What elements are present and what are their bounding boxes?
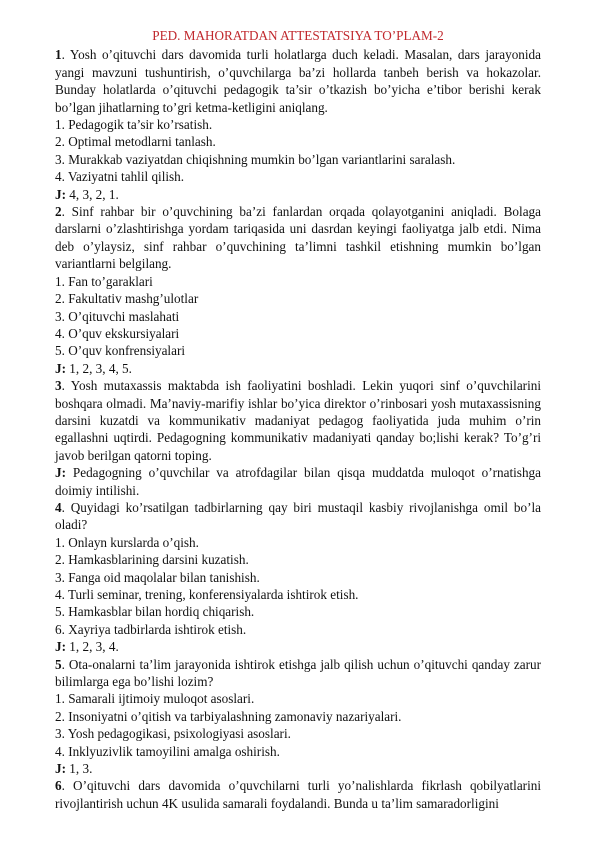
answer-option: 5. Hamkasblar bilan hordiq chiqarish. — [55, 604, 255, 620]
question-text — [55, 656, 541, 691]
question-number: 6 — [55, 778, 62, 794]
answer-option: 1. Onlayn kurslarda o’qish. — [55, 534, 199, 550]
question-block — [55, 203, 541, 377]
question-number: 1 — [55, 47, 62, 63]
answer-option: 1. Pedagogik ta’sir ko’rsatish. — [55, 117, 213, 133]
question-block — [55, 377, 541, 499]
question-body: Yosh mutaxassis maktabda ish faoliyatini boshladi. Lekin yuqori sinf o’quvchilarini boshqara olmadi. Ma’naviy-marifiy ishlar bo’yica direktor o’rinbosari yosh mutaxassisning darsini kuzatdi va kommunikativ madaniyat pedagog faoliyatida juda muhim o’rin egallashni uqtirdi. Pedagogning kommunikativ madaniyati qanday bo;lishi kerak? To’g’ri javob berilgan qatorni toping. — [55, 378, 541, 463]
answer-option: 1. Fan to’garaklari — [55, 273, 153, 289]
question-number-separator: . — [61, 778, 65, 794]
question-number-separator: . — [61, 656, 65, 672]
correct-answer — [55, 360, 541, 377]
question-body: Sinf rahbar bir o’quvchining ba’zi fanlardan orqada qolayotganini aniqladi. Bolaga darslarni o’zlashtirishga yordam tariqasida uni dasrdan keyingi faoliyatga jalb etdi. Nima deb o’ylaysiz, sinf rahbar o’quvchining ta’limni tashkil etishning mumkin bo’lgan variantlarni belgilang. — [55, 204, 541, 272]
answer-option: 6. Xayriya tadbirlarda ishtirok etish. — [55, 621, 247, 637]
question-number-separator: . — [61, 499, 65, 515]
answer-option: 2. Hamkasblarining darsini kuzatish. — [55, 552, 249, 568]
question-text — [55, 499, 541, 534]
correct-answer — [55, 186, 541, 203]
answer-option: 2. Insoniyatni o’qitish va tarbiyalashning zamonaviy nazariyalari. — [55, 708, 402, 724]
answer-option: 4. Turli seminar, trening, konferensiyalarda ishtirok etish. — [55, 587, 359, 602]
question-number: 5 — [55, 656, 62, 672]
answer-option: 5. O’quv konfrensiyalari — [55, 343, 186, 359]
answer-label: J: — [55, 186, 66, 202]
answer-value: 1, 3. — [66, 761, 93, 777]
document-title: PED. MAHORATDAN ATTESTATSIYA TO’PLAM-2 — [152, 28, 444, 43]
answer-option: 1. Samarali ijtimoiy muloqot asoslari. — [55, 691, 255, 707]
answer-option: 2. Fakultativ mashg’ulotlar — [55, 291, 199, 307]
question-body: Ota-onalarni ta’lim jarayonida ishtirok etishga jalb qilish uchun o’qituvchi qanday zarur bilimlarga ega bo’lishi lozim? — [55, 656, 541, 690]
question-text — [55, 377, 541, 464]
answer-option: 3. Yosh pedagogikasi, psixologiyasi asoslari. — [55, 726, 291, 742]
question-text — [55, 203, 541, 273]
question-body: Quyidagi ko’rsatilgan tadbirlarning qay biri mustaqil kasbiy rivojlanishga omil bo’la oladi? — [55, 499, 541, 533]
answer-option: 3. O’qituvchi maslahati — [55, 308, 180, 324]
answer-option: 4. O’quv ekskursiyalari — [55, 325, 180, 341]
question-text — [55, 777, 541, 812]
answer-option: 2. Optimal metodlarni tanlash. — [55, 134, 216, 150]
question-block — [55, 499, 541, 656]
answer-value: 1, 2, 3, 4. — [66, 639, 119, 655]
answer-option: 3. Fanga oid maqolalar bilan tanishish. — [55, 569, 260, 585]
answer-label: J: — [55, 465, 66, 481]
answer-option: 4. Vaziyatni tahlil qilish. — [55, 169, 185, 185]
answer-option: 4. Inklyuzivlik tamoyilini amalga oshirish. — [55, 743, 280, 759]
question-number: 2 — [55, 204, 62, 220]
question-number: 3 — [55, 378, 62, 394]
answer-value: 4, 3, 2, 1. — [66, 186, 119, 202]
document-page — [55, 27, 541, 812]
answer-option: 3. Murakkab vaziyatdan chiqishning mumkin bo’lgan variantlarini saralash. — [55, 151, 456, 167]
question-body: Yosh o’qituvchi dars davomida turli holatlarga duch keladi. Masalan, dars jarayonida yangi mavzuni tushuntirish, o’quvchilarga ba’zi hollarda tanbeh berish va hokazolar. Bunday holatlarda o’qituvchi pedagogik ta’sir o’tkazish bo’yicha e’tibor berishi kerak bo’lgan jihatlarning to’gri ketma-ketligini aniqlang. — [55, 47, 541, 115]
question-text — [55, 46, 541, 116]
answer-value: 1, 2, 3, 4, 5. — [66, 360, 132, 376]
correct-answer — [55, 638, 541, 655]
question-number: 4 — [55, 499, 62, 515]
question-body: O’qituvchi dars davomida o’quvchilarni turli yo’nalishlarda fikrlash qobilyatlarini rivojlantirish uchun 4K usulida samarali foydalandi. Bunda u ta’lim samaradorligini — [55, 778, 541, 811]
question-number-separator: . — [61, 204, 65, 220]
correct-answer — [55, 760, 541, 777]
answer-value: Pedagogning o’quvchilar va atrofdagilar bilan qisqa muddatda muloqot o’rnatishga doimiy intilishi. — [55, 465, 541, 498]
answer-label: J: — [55, 639, 66, 655]
answer-label: J: — [55, 761, 66, 777]
question-block — [55, 46, 541, 203]
question-block — [55, 656, 541, 778]
question-block — [55, 777, 541, 812]
question-number-separator: . — [61, 378, 65, 394]
correct-answer — [55, 464, 541, 499]
question-number-separator: . — [61, 47, 65, 63]
answer-label: J: — [55, 360, 66, 376]
question-list — [55, 46, 541, 812]
